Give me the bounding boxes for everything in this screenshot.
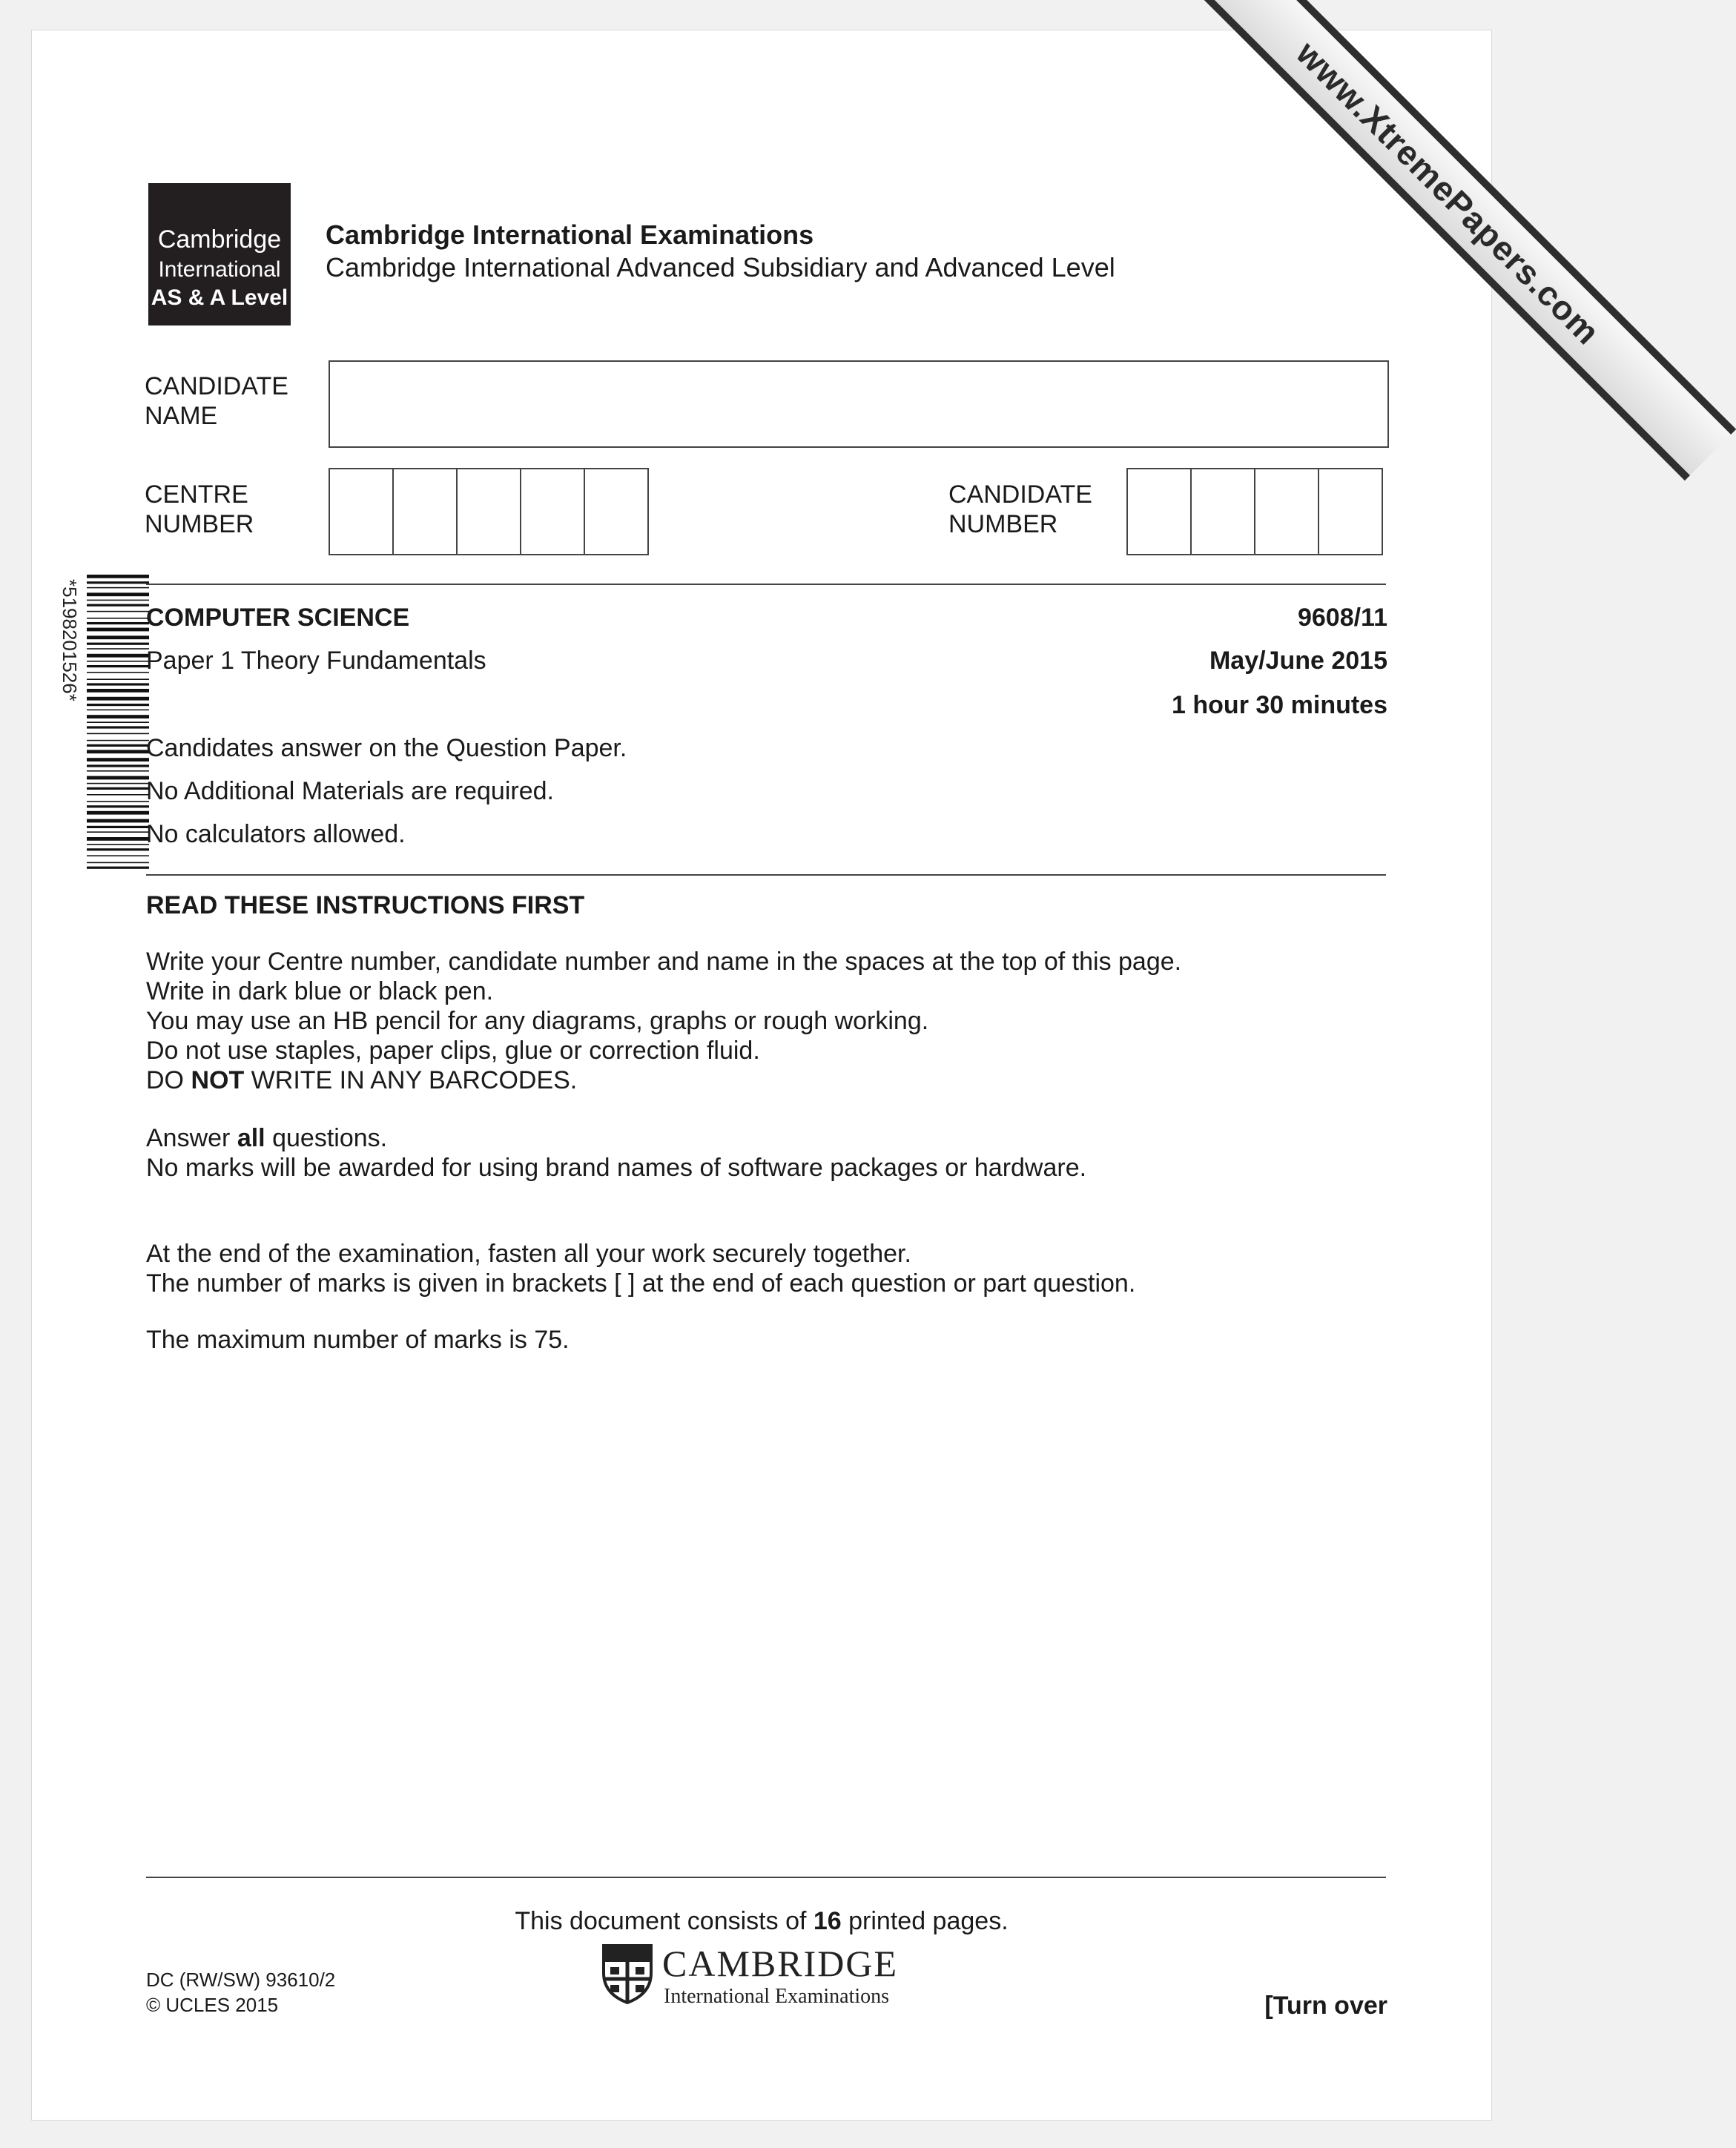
centre-number-label: [145, 480, 254, 539]
instruction-line: No marks will be awarded for using brand names of software packages or hardware.: [146, 1154, 1087, 1182]
candidate-number-digit[interactable]: [1318, 468, 1383, 555]
paper-title: Paper 1 Theory Fundamentals: [146, 647, 486, 675]
qualification: Cambridge International Advanced Subsidiary and Advanced Level: [326, 252, 1115, 282]
cambridge-wordmark: CAMBRIDGE: [662, 1943, 899, 1984]
logo-line-2: International: [158, 257, 281, 282]
candidate-name-label: [145, 371, 288, 431]
cambridge-as-a-level-logo: [148, 183, 291, 325]
candidate-number-boxes: [1126, 468, 1383, 555]
xtremepapers-ribbon: www.XtremePapers.com: [1161, 0, 1736, 480]
cambridge-wordmark-sub: International Examinations: [664, 1985, 890, 2008]
document-reference: [146, 1967, 335, 2018]
instructions-group-2: [146, 1123, 1392, 1183]
paper-note: Candidates answer on the Question Paper.: [146, 734, 627, 762]
emphasis: NOT: [191, 1066, 245, 1094]
centre-number-boxes: [329, 468, 649, 555]
text: printed pages.: [841, 1907, 1009, 1935]
instructions-heading: READ THESE INSTRUCTIONS FIRST: [146, 891, 585, 919]
centre-number-digit[interactable]: [520, 468, 585, 555]
page-count: [32, 1906, 1491, 1936]
divider: [146, 874, 1386, 876]
subject-title: COMPUTER SCIENCE: [146, 604, 410, 632]
divider: [146, 584, 1386, 585]
text: questions.: [265, 1124, 388, 1152]
centre-number-label-line1: CENTRE: [145, 480, 248, 509]
candidate-name-field[interactable]: [329, 360, 1389, 448]
centre-number-label-line2: NUMBER: [145, 510, 254, 538]
divider: [146, 1877, 1386, 1878]
candidate-number-label: [948, 480, 1092, 539]
logo-line-3: AS & A Level: [151, 285, 288, 310]
paper-code: 9608/11: [1297, 604, 1387, 632]
candidate-number-label-line2: NUMBER: [948, 510, 1058, 538]
candidate-number-digit[interactable]: [1190, 468, 1255, 555]
text: WRITE IN ANY BARCODES.: [244, 1066, 578, 1094]
text: Answer: [146, 1124, 237, 1152]
turn-over: [Turn over: [1264, 1992, 1387, 2020]
instruction-line: Do not use staples, paper clips, glue or correction fluid.: [146, 1037, 760, 1065]
instruction-line: The number of marks is given in brackets [ ] at the end of each question or part question.: [146, 1269, 1136, 1298]
logo-line-1: Cambridge: [157, 225, 282, 254]
cambridge-crest-icon: [601, 1943, 653, 2004]
max-marks: The maximum number of marks is 75.: [146, 1326, 570, 1354]
instruction-line-answer: [146, 1123, 1392, 1153]
candidate-number-digit[interactable]: [1254, 468, 1319, 555]
candidate-number-digit[interactable]: [1126, 468, 1192, 555]
instructions-group-1: [146, 947, 1392, 1095]
exam-duration: 1 hour 30 minutes: [1172, 691, 1387, 719]
copyright: © UCLES 2015: [146, 1994, 279, 2016]
exam-cover-page: [31, 30, 1608, 2121]
candidate-name-label-line1: CANDIDATE: [145, 372, 288, 400]
exam-session: May/June 2015: [1209, 647, 1387, 675]
centre-number-digit[interactable]: [329, 468, 394, 555]
instruction-line-barcodes: [146, 1065, 1392, 1095]
text: DO: [146, 1066, 191, 1094]
barcode-digits: *5198201526*: [59, 579, 81, 701]
candidate-number-label-line1: CANDIDATE: [948, 480, 1092, 509]
centre-number-digit[interactable]: [456, 468, 521, 555]
instructions-group-3: [146, 1239, 1392, 1298]
instruction-line: You may use an HB pencil for any diagrams, graphs or rough working.: [146, 1007, 929, 1035]
instruction-line: Write in dark blue or black pen.: [146, 977, 494, 1005]
paper-note: No Additional Materials are required.: [146, 777, 554, 805]
instruction-line: At the end of the examination, fasten all your work securely together.: [146, 1240, 911, 1268]
reference-code: DC (RW/SW) 93610/2: [146, 1969, 336, 1991]
exam-board: Cambridge International Examinations: [326, 219, 814, 250]
emphasis: all: [237, 1124, 265, 1152]
text: This document consists of: [515, 1907, 813, 1935]
instruction-line: Write your Centre number, candidate number and name in the spaces at the top of this page.: [146, 948, 1182, 976]
emphasis: 16: [813, 1907, 842, 1935]
candidate-name-label-line2: NAME: [145, 402, 218, 430]
centre-number-digit[interactable]: [584, 468, 649, 555]
paper-note: No calculators allowed.: [146, 820, 406, 848]
centre-number-digit[interactable]: [392, 468, 458, 555]
